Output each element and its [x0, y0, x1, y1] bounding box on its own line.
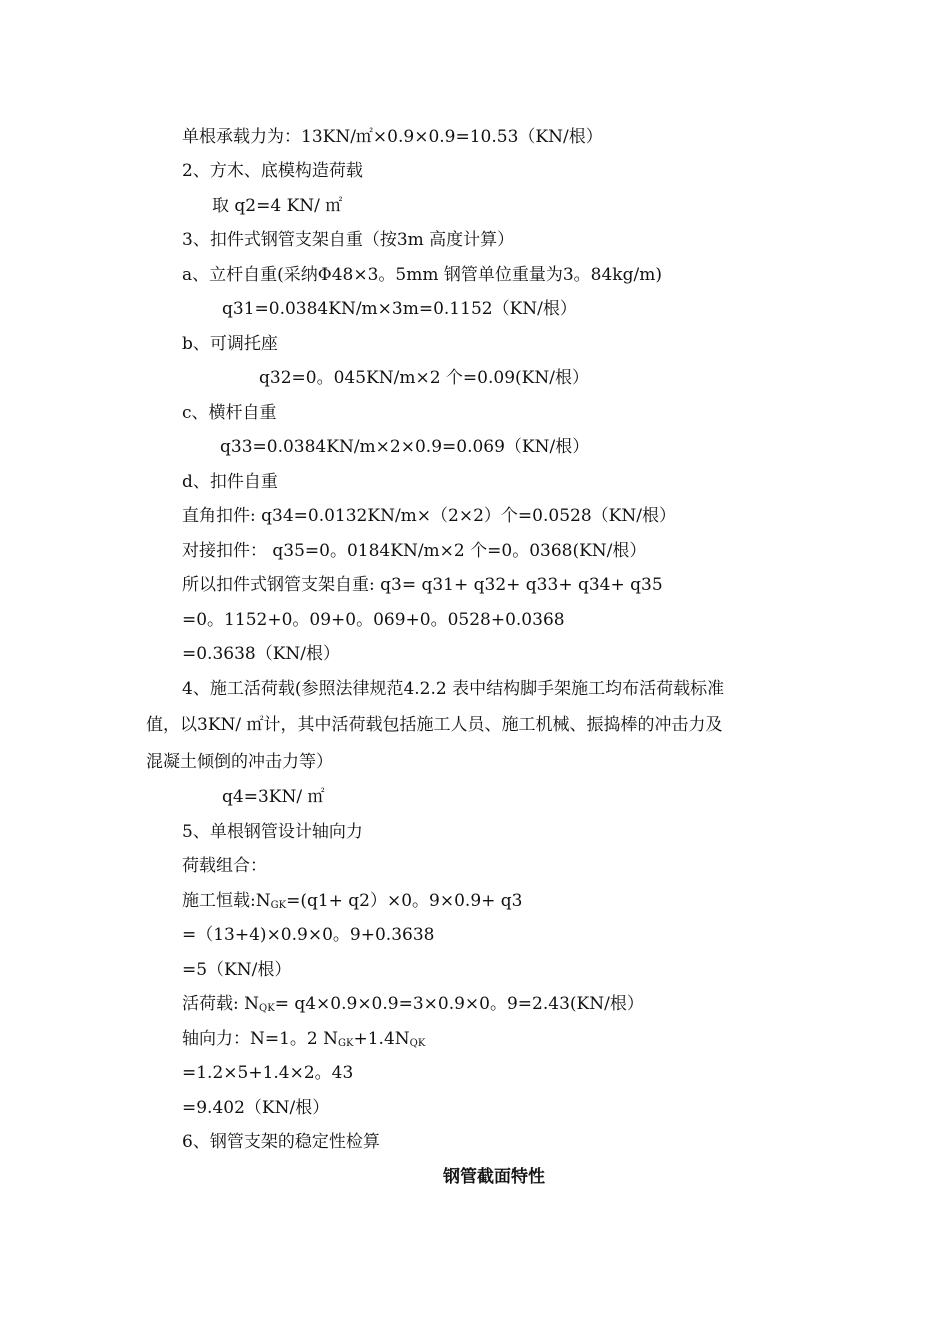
formula-dead-subscript: GK [270, 900, 287, 911]
text-line-dead-load-values: =（13+4)×0.9×0。9+0.3638 [182, 925, 435, 945]
text-line-q3-values: =0。1152+0。09+0。069+0。0528+0.0368 [182, 610, 565, 630]
formula-axial-subscript-gk: GK [338, 1038, 354, 1049]
heading-live-load: 4、施工活荷载(参照法律规范4.2.2 表中结构脚手架施工均布活荷载标准 [182, 679, 725, 699]
formula-dead-load [182, 890, 523, 917]
heading-support-self-weight: 3、扣件式钢管支架自重（按3m 高度计算） [182, 230, 515, 250]
formula-dead-prefix: 施工恒载:N [182, 891, 271, 911]
heading-axial-force: 5、单根钢管设计轴向力 [182, 822, 363, 842]
text-line-q2: 取 q2=4 KN/ ㎡ [212, 196, 343, 216]
text-line-q35: 对接扣件： q35=0。0184KN/m×2 个=0。0368(KN/根） [182, 541, 647, 561]
section-title: 钢管截面特性 [443, 1167, 545, 1187]
text-line-q3-sum: 所以扣件式钢管支架自重: q3= q31+ q32+ q33+ q34+ q35 [182, 575, 663, 595]
formula-live-load [182, 993, 644, 1020]
text-line-pole-weight: a、立杆自重(采纳Φ48×3。5mm 钢管单位重量为3。84kg/m) [182, 265, 662, 285]
formula-axial-mid: +1.4N [353, 1029, 410, 1049]
formula-dead-rest: =(q1+ q2）×0。9×0.9+ q3 [286, 891, 523, 911]
text-line-q33: q33=0.0384KN/m×2×0.9=0.069（KN/根） [220, 437, 590, 457]
text-line-bearing-capacity: 单根承载力为：13KN/㎡×0.9×0.9=10.53（KN/根） [182, 127, 603, 147]
text-line-dead-load-result: =5（KN/根） [182, 960, 292, 980]
formula-live-prefix: 活荷载: N [182, 994, 260, 1014]
text-line-live-load-cont1: 值，以3KN/ ㎡计，其中活荷载包括施工人员、施工机械、振捣棒的冲击力及 [146, 715, 723, 735]
text-line-q34: 直角扣件: q34=0.0132KN/m×（2×2）个=0.0528（KN/根） [182, 506, 676, 526]
text-line-q32: q32=0。045KN/m×2 个=0.09(KN/根） [259, 368, 589, 388]
formula-axial-prefix: 轴向力：N=1。2 N [182, 1029, 339, 1049]
text-line-adjustable-bracket: b、可调托座 [182, 334, 278, 354]
text-line-fastener-weight: d、扣件自重 [182, 472, 278, 492]
formula-live-subscript: QK [259, 1003, 275, 1014]
text-line-axial-result: =9.402（KN/根） [182, 1098, 330, 1118]
formula-axial-force [182, 1028, 425, 1055]
text-line-q3-result: =0.3638（KN/根） [182, 644, 341, 664]
text-line-live-load-cont2: 混凝土倾倒的冲击力等） [146, 752, 333, 772]
heading-stability-check: 6、钢管支架的稳定性检算 [182, 1132, 380, 1152]
text-line-q31: q31=0.0384KN/m×3m=0.1152（KN/根） [222, 299, 577, 319]
formula-live-rest: = q4×0.9×0.9=3×0.9×0。9=2.43(KN/根） [274, 994, 644, 1014]
formula-axial-subscript-qk: QK [409, 1038, 426, 1049]
text-line-crossbar-weight: c、横杆自重 [182, 403, 277, 423]
text-line-q4: q4=3KN/ ㎡ [222, 787, 325, 807]
text-line-load-combination: 荷载组合： [182, 856, 267, 876]
heading-formwork-load: 2、方木、底模构造荷载 [182, 161, 363, 181]
text-line-axial-values: =1.2×5+1.4×2。43 [182, 1063, 354, 1083]
